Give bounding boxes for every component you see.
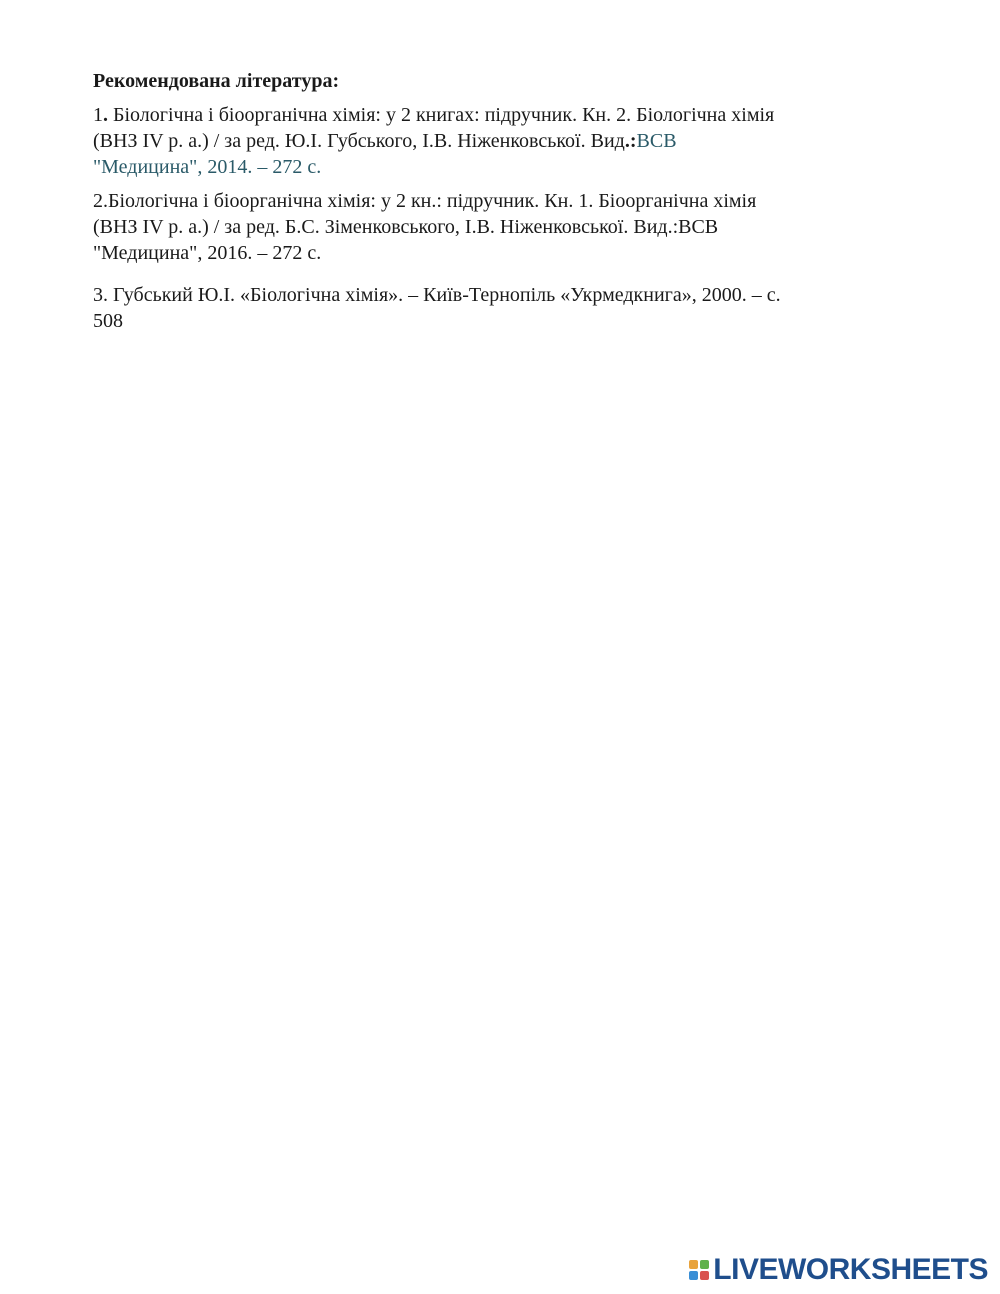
logo-square bbox=[689, 1271, 698, 1280]
reference-line: 508 bbox=[93, 310, 123, 332]
publisher-name: ВСВ bbox=[636, 130, 677, 152]
liveworksheets-logo bbox=[689, 1252, 988, 1288]
logo-text: LIVEWORKSHEETS bbox=[713, 1253, 988, 1286]
reference-line: (ВНЗ IV р. а.) / за ред. Ю.І. Губського, І.В. Ніженковської. Вид bbox=[93, 130, 625, 152]
reference-line: 2.Біологічна і біоорганічна хімія: у 2 кн.: підручник. Кн. 1. Біоорганічна хімія bbox=[93, 190, 757, 212]
reference-separator: .: bbox=[624, 130, 637, 152]
reference-line: Біологічна і біоорганічна хімія: у 2 книгах: підручник. Кн. 2. Біологічна хімія bbox=[108, 104, 775, 126]
reference-item-3 bbox=[93, 282, 908, 334]
logo-square bbox=[689, 1260, 698, 1269]
reference-line: (ВНЗ IV р. а.) / за ред. Б.С. Зіменковського, І.В. Ніженковської. Вид.:ВСВ bbox=[93, 216, 719, 238]
reference-number: 1 bbox=[93, 104, 103, 126]
reference-line: "Медицина", 2014. – 272 с. bbox=[93, 156, 322, 178]
logo-mark-icon bbox=[689, 1260, 709, 1280]
reference-item-1 bbox=[93, 102, 908, 180]
reference-item-2 bbox=[93, 188, 908, 266]
logo-square bbox=[700, 1271, 709, 1280]
document-page bbox=[93, 68, 908, 342]
reference-line: "Медицина", 2016. – 272 с. bbox=[93, 242, 322, 264]
logo-square bbox=[700, 1260, 709, 1269]
reference-line: 3. Губський Ю.І. «Біологічна хімія». – Київ-Тернопіль «Укрмедкнига», 2000. – с. bbox=[93, 284, 781, 306]
heading-text: Рекомендована література bbox=[93, 70, 333, 92]
heading-colon: : bbox=[332, 70, 340, 92]
reference-number-separator: . bbox=[103, 104, 108, 126]
section-heading bbox=[93, 68, 908, 94]
